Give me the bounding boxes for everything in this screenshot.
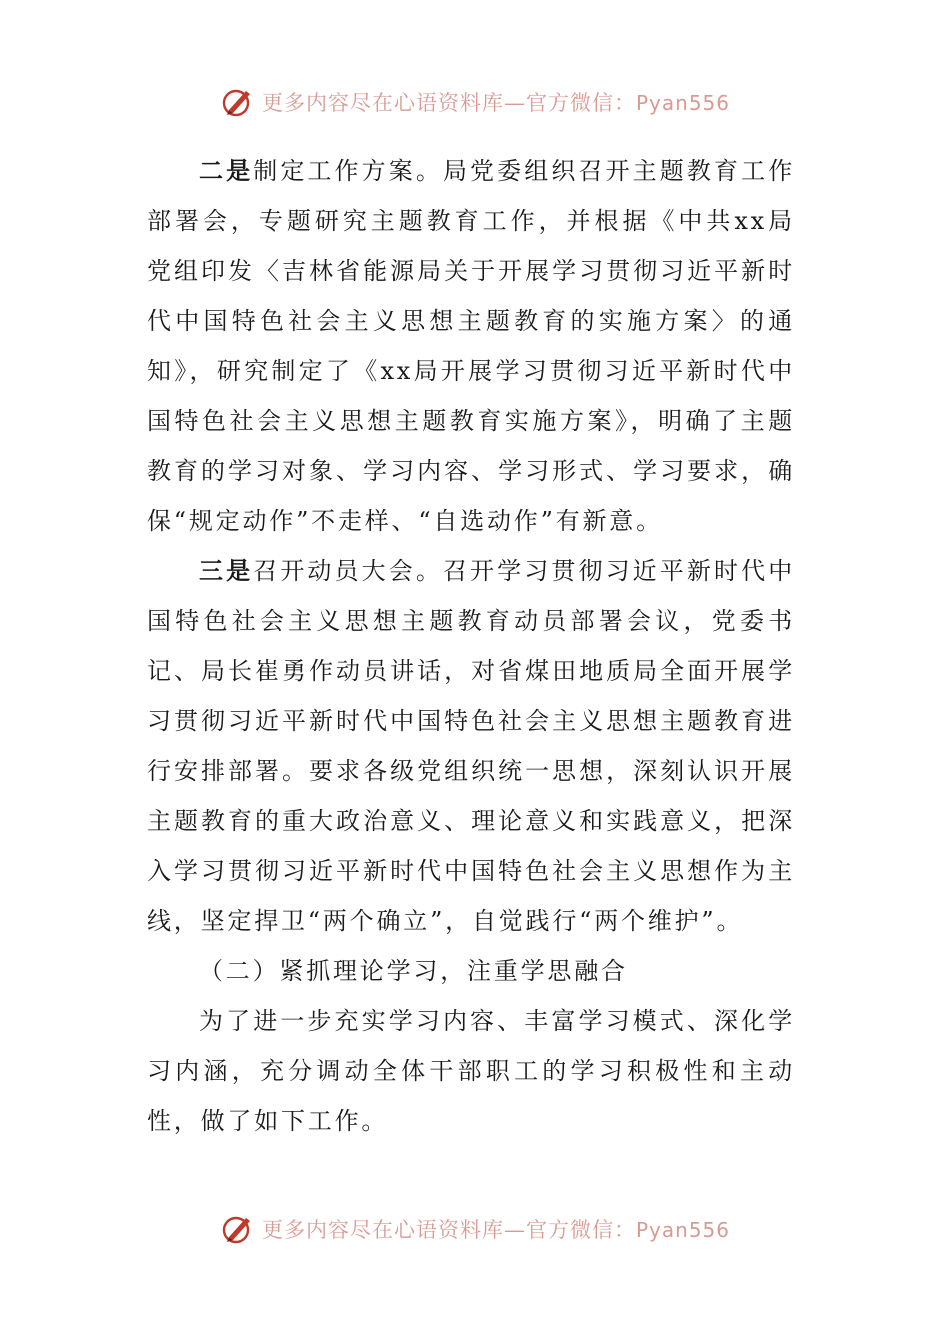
pen-logo-icon	[220, 84, 256, 120]
paragraph-text: 召开动员大会。召开学习贯彻习近平新时代中国特色社会主义思想主题教育动员部署会议，党委书记、局长崔勇作动员讲话，对省煤田地质局全面开展学习贯彻习近平新时代中国特色社会主义思想主题教育进行安排部署。要求各级党组织统一思想，深刻认识开展主题教育的重大政治意义、理论意义和实践意义，把深入学习贯彻习近平新时代中国特色社会主义思想作为主线，坚定捍卫“两个确立”，自觉践行“两个维护”。	[147, 557, 795, 935]
watermark-banner-bottom	[0, 1207, 950, 1251]
watermark-wechat-id: Pyan556	[635, 1218, 730, 1242]
watermark-text: 更多内容尽在心语资料库—官方微信：Pyan556	[261, 1218, 730, 1242]
paragraph-plan	[147, 146, 795, 546]
paragraph-closing: 为了进一步充实学习内容、丰富学习模式、深化学习内涵，充分调动全体干部职工的学习积极性和主动性，做了如下工作。	[147, 1007, 795, 1135]
watermark-banner-top	[0, 80, 950, 124]
document-body	[147, 146, 795, 1146]
paragraph-lead: 二是	[199, 156, 254, 185]
paragraph-mobilization	[147, 546, 795, 946]
section-heading: （二）紧抓理论学习，注重学思融合	[199, 957, 628, 985]
watermark-wechat-id: Pyan556	[635, 91, 730, 115]
paragraph-text: 制定工作方案。局党委组织召开主题教育工作部署会，专题研究主题教育工作，并根据《中共xx局党组印发〈吉林省能源局关于开展学习贯彻习近平新时代中国特色社会主义思想主题教育的实施方案〉的通知》，研究制定了《xx局开展学习贯彻习近平新时代中国特色社会主义思想主题教育实施方案》，明确了主题教育的学习对象、学习内容、学习形式、学习要求，确保“规定动作”不走样、“自选动作”有新意。	[147, 157, 795, 535]
pen-logo-icon	[220, 1211, 256, 1247]
watermark-text: 更多内容尽在心语资料库—官方微信：Pyan556	[261, 91, 730, 115]
paragraph-lead: 三是	[199, 556, 254, 585]
